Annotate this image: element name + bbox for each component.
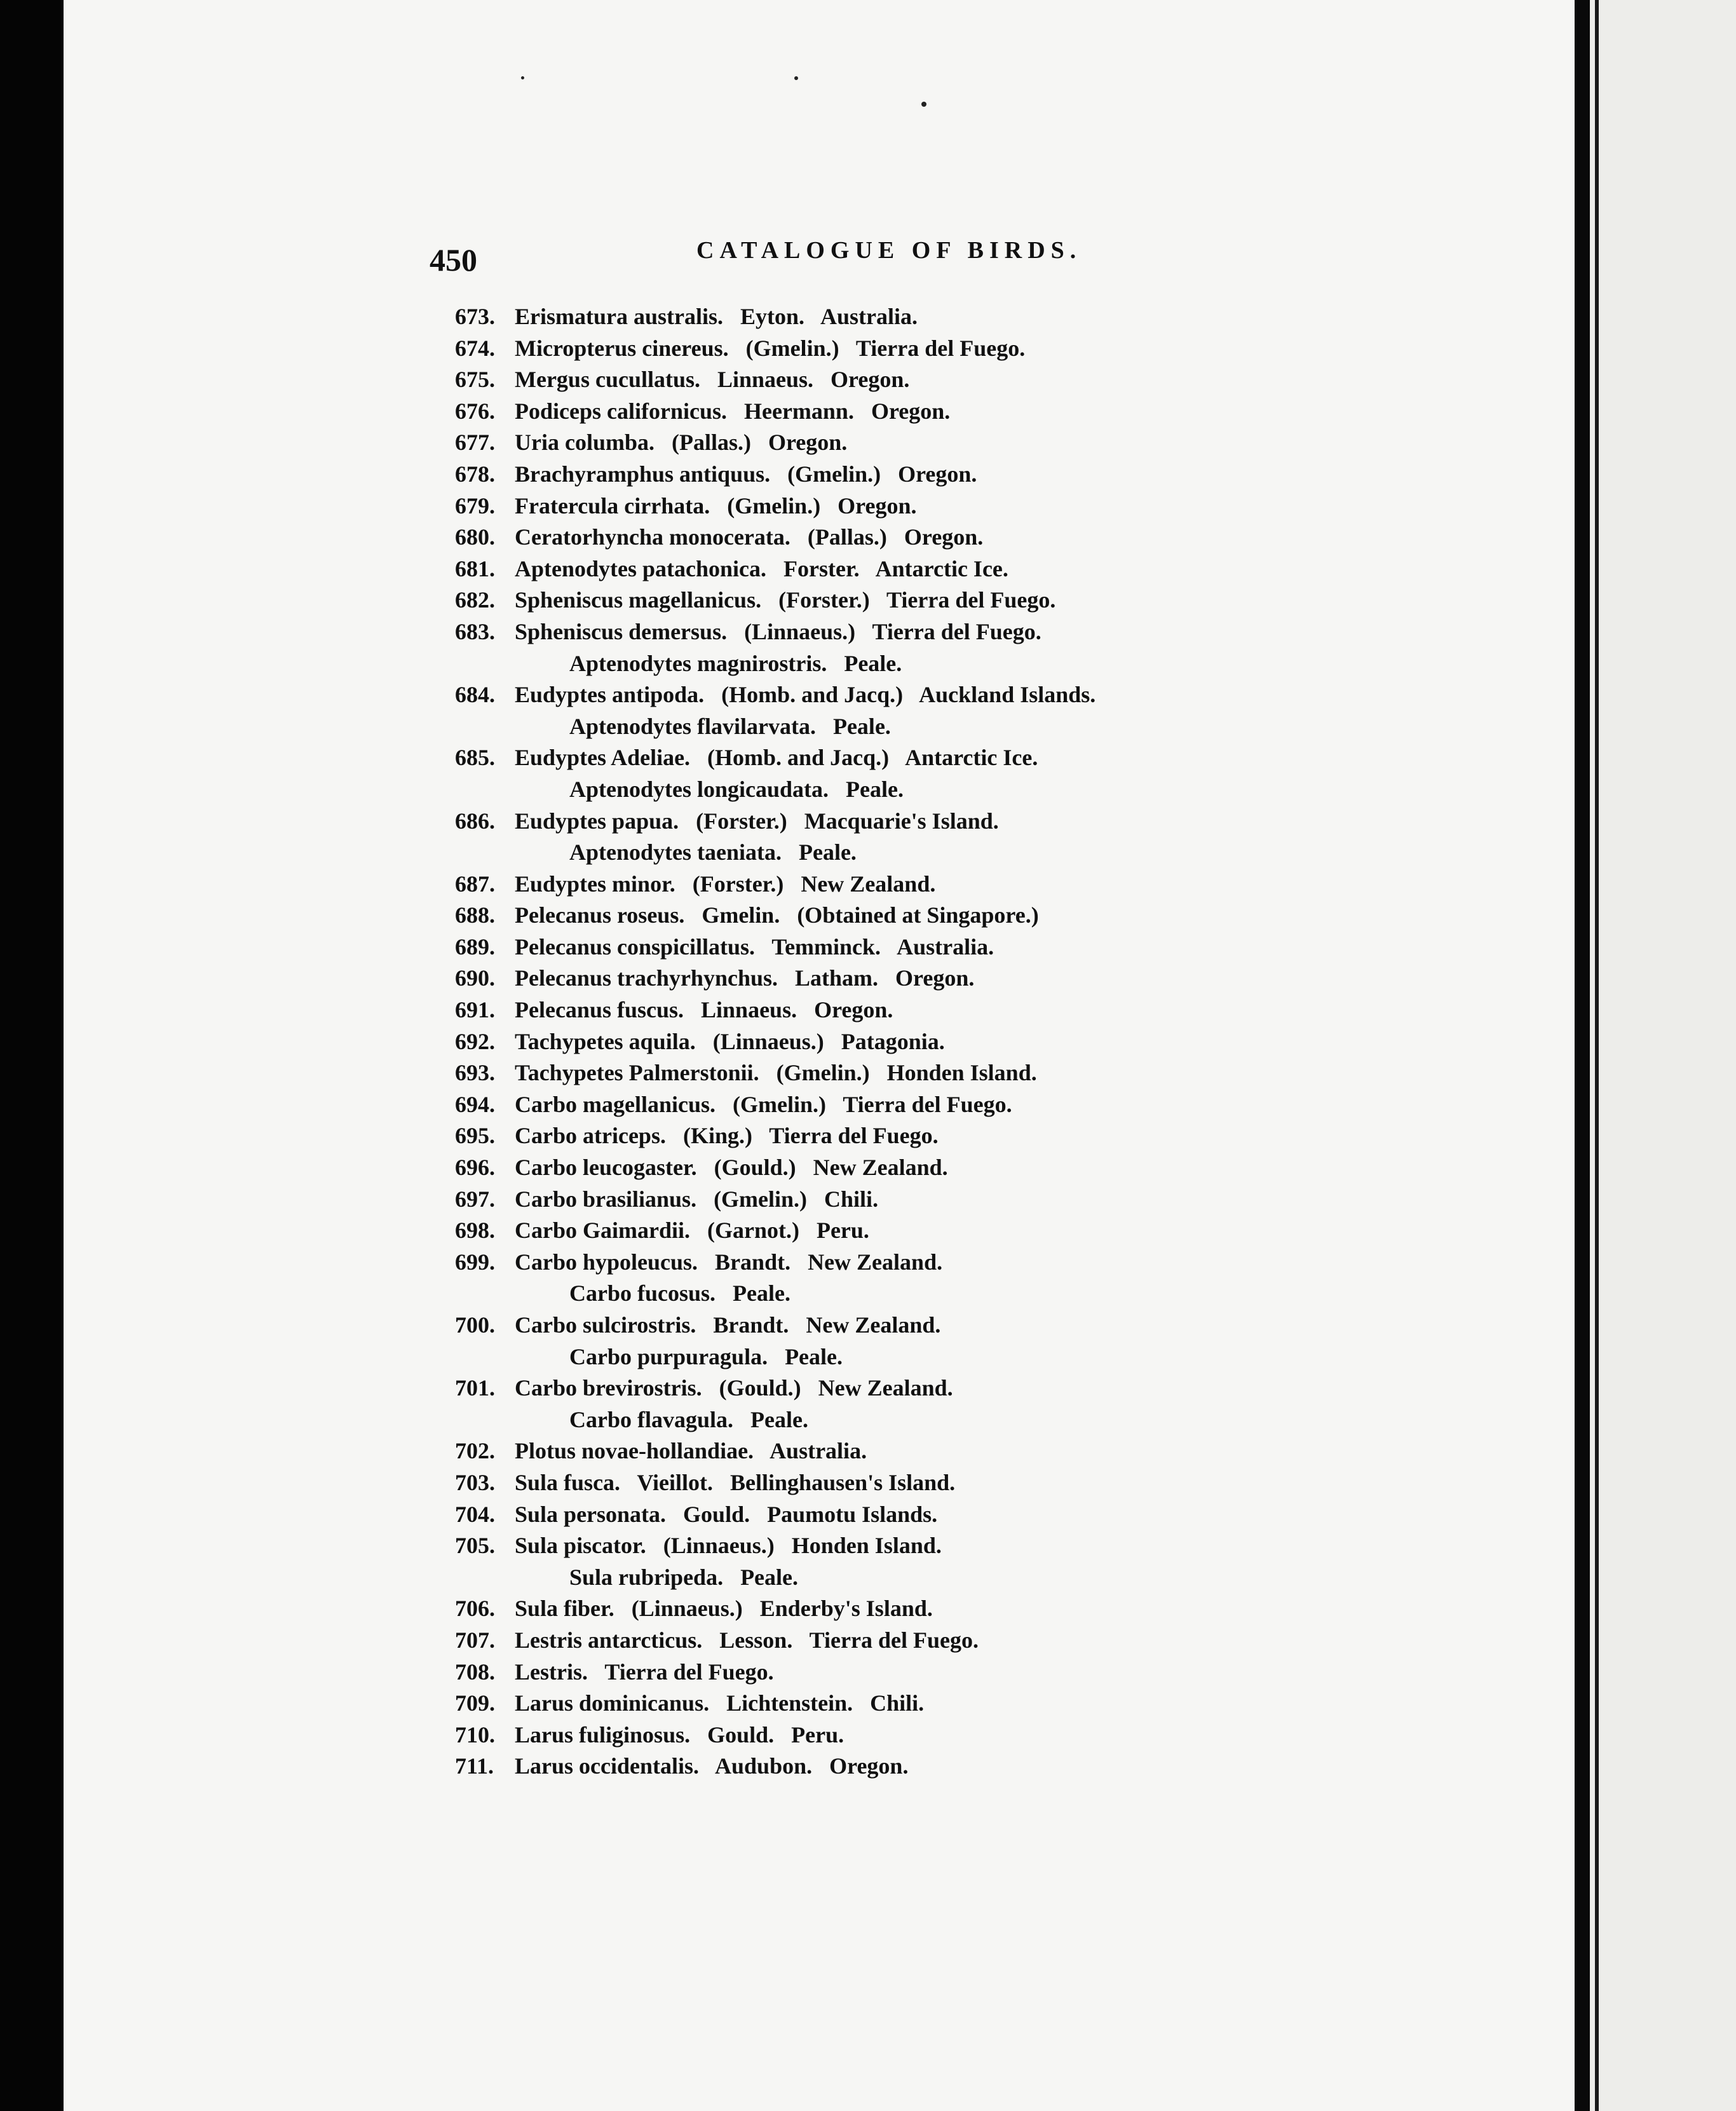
page-header [430, 236, 1116, 287]
catalogue-entry [455, 585, 1535, 616]
entry-number: 694. [455, 1091, 495, 1117]
synonym-text: Carbo fucosus. Peale. [569, 1280, 790, 1307]
page-number: 450 [430, 242, 477, 278]
catalogue-entry [455, 1657, 1535, 1688]
entry-text: Carbo brevirostris. (Gould.) New Zealand. [515, 1375, 953, 1401]
entry-text: Larus fuliginosus. Gould. Peru. [515, 1721, 844, 1748]
synonym-text: Aptenodytes longicaudata. Peale. [569, 776, 904, 802]
catalogue-entry [455, 1625, 1535, 1657]
catalogue-entries [455, 301, 1535, 1782]
page-edge [1575, 0, 1590, 2111]
synonym-line [455, 837, 1535, 869]
catalogue-entry [455, 1310, 1535, 1341]
entry-text: Carbo sulcirostris. Brandt. New Zealand. [515, 1312, 941, 1338]
entry-number: 693. [455, 1060, 495, 1086]
synonym-line [455, 1341, 1535, 1373]
synonym-line [455, 711, 1535, 743]
entry-text: Mergus cucullatus. Linnaeus. Oregon. [515, 367, 910, 393]
entry-text: Sula fusca. Vieillot. Bellinghausen's Island. [515, 1469, 956, 1495]
entry-number: 683. [455, 618, 495, 644]
catalogue-entry [455, 932, 1535, 963]
entry-number: 697. [455, 1186, 495, 1212]
ink-speck [921, 102, 926, 107]
entry-number: 684. [455, 682, 495, 708]
entry-number: 679. [455, 492, 495, 519]
entry-text: Carbo Gaimardii. (Garnot.) Peru. [515, 1218, 869, 1244]
entry-text: Sula fiber. (Linnaeus.) Enderby's Island. [515, 1596, 933, 1622]
entry-text: Erismatura australis. Eyton. Australia. [515, 304, 918, 329]
entry-text: Podiceps californicus. Heermann. Oregon. [515, 398, 951, 424]
entry-text: Eudyptes papua. (Forster.) Macquarie's Island. [515, 808, 999, 834]
entry-number: 676. [455, 398, 495, 424]
entry-text: Aptenodytes patachonica. Forster. Antarctic Ice. [515, 555, 1008, 581]
catalogue-entry [455, 1530, 1535, 1562]
catalogue-entry [455, 1688, 1535, 1720]
entry-text: Micropterus cinereus. (Gmelin.) Tierra del Fuego. [515, 335, 1026, 361]
entry-number: 709. [455, 1690, 495, 1716]
entry-number: 701. [455, 1375, 495, 1401]
catalogue-entry [455, 1467, 1535, 1499]
entry-text: Eudyptes minor. (Forster.) New Zealand. [515, 871, 936, 897]
entry-number: 706. [455, 1596, 495, 1622]
entry-text: Eudyptes antipoda. (Homb. and Jacq.) Auckland Islands. [515, 682, 1096, 708]
catalogue-entry [455, 1026, 1535, 1058]
entry-number: 702. [455, 1438, 495, 1464]
catalogue-entry [455, 900, 1535, 932]
entry-number: 688. [455, 902, 495, 928]
entry-text: Uria columba. (Pallas.) Oregon. [515, 430, 848, 456]
entry-text: Lestris. Tierra del Fuego. [515, 1659, 774, 1685]
catalogue-entry [455, 994, 1535, 1026]
entry-text: Eudyptes Adeliae. (Homb. and Jacq.) Antarctic Ice. [515, 745, 1038, 771]
entry-number: 682. [455, 587, 495, 613]
entry-number: 692. [455, 1028, 495, 1054]
ink-speck [521, 76, 524, 79]
synonym-line [455, 1278, 1535, 1310]
ink-speck [794, 76, 798, 80]
entry-text: Ceratorhyncha monocerata. (Pallas.) Oregon. [515, 524, 984, 550]
entry-text: Carbo hypoleucus. Brandt. New Zealand. [515, 1249, 943, 1275]
catalogue-entry [455, 1720, 1535, 1751]
entry-number: 704. [455, 1501, 495, 1527]
catalogue-entry [455, 806, 1535, 838]
synonym-line [455, 648, 1535, 680]
entry-text: Larus occidentalis. Audubon. Oregon. [515, 1753, 909, 1779]
catalogue-entry [455, 679, 1535, 711]
entry-number: 711. [455, 1753, 494, 1779]
entry-number: 699. [455, 1249, 495, 1275]
gutter-shadow [1595, 0, 1599, 2111]
entry-number: 681. [455, 555, 495, 581]
catalogue-entry [455, 1057, 1535, 1089]
synonym-text: Sula rubripeda. Peale. [569, 1564, 799, 1590]
catalogue-entry [455, 963, 1535, 994]
entry-number: 708. [455, 1659, 495, 1685]
synonym-text: Aptenodytes flavilarvata. Peale. [569, 713, 891, 739]
entry-text: Fratercula cirrhata. (Gmelin.) Oregon. [515, 492, 917, 519]
entry-number: 703. [455, 1469, 495, 1495]
catalogue-entry [455, 1247, 1535, 1279]
entry-number: 675. [455, 367, 495, 393]
entry-number: 710. [455, 1721, 495, 1748]
catalogue-entry [455, 396, 1535, 428]
entry-number: 673. [455, 304, 495, 329]
entry-text: Pelecanus roseus. Gmelin. (Obtained at Singapore.) [515, 902, 1039, 928]
entry-text: Tachypetes Palmerstonii. (Gmelin.) Honden Island. [515, 1060, 1037, 1086]
entry-number: 687. [455, 871, 495, 897]
entry-number: 690. [455, 965, 495, 991]
entry-text: Tachypetes aquila. (Linnaeus.) Patagonia. [515, 1028, 945, 1054]
entry-text: Larus dominicanus. Lichtenstein. Chili. [515, 1690, 925, 1716]
catalogue-entry [455, 742, 1535, 774]
entry-text: Pelecanus conspicillatus. Temminck. Australia. [515, 933, 994, 960]
entry-number: 698. [455, 1218, 495, 1244]
entry-text: Brachyramphus antiquus. (Gmelin.) Oregon. [515, 461, 977, 487]
entry-number: 696. [455, 1155, 495, 1181]
catalogue-entry [455, 616, 1535, 648]
catalogue-entry [455, 1089, 1535, 1121]
running-title: CATALOGUE OF BIRDS. [696, 237, 1082, 264]
entry-number: 695. [455, 1123, 495, 1149]
entry-text: Carbo magellanicus. (Gmelin.) Tierra del Fuego. [515, 1091, 1012, 1117]
entry-number: 689. [455, 933, 495, 960]
catalogue-entry [455, 1373, 1535, 1404]
synonym-text: Aptenodytes taeniata. Peale. [569, 839, 857, 865]
catalogue-entry [455, 1436, 1535, 1467]
entry-text: Sula piscator. (Linnaeus.) Honden Island. [515, 1533, 942, 1559]
catalogue-entry [455, 553, 1535, 585]
facing-page [1590, 0, 1736, 2111]
synonym-text: Carbo purpuragula. Peale. [569, 1343, 843, 1369]
entry-number: 680. [455, 524, 495, 550]
entry-text: Carbo leucogaster. (Gould.) New Zealand. [515, 1155, 948, 1181]
catalogue-entry [455, 364, 1535, 396]
synonym-line [455, 1404, 1535, 1436]
entry-number: 705. [455, 1533, 495, 1559]
catalogue-entry [455, 869, 1535, 900]
catalogue-entry [455, 1120, 1535, 1152]
entry-text: Spheniscus magellanicus. (Forster.) Tierra del Fuego. [515, 587, 1056, 613]
catalogue-entry [455, 427, 1535, 459]
synonym-text: Aptenodytes magnirostris. Peale. [569, 650, 902, 676]
entry-number: 686. [455, 808, 495, 834]
entry-text: Spheniscus demersus. (Linnaeus.) Tierra del Fuego. [515, 618, 1041, 644]
catalogue-entry [455, 1184, 1535, 1216]
synonym-line [455, 1562, 1535, 1594]
entry-text: Sula personata. Gould. Paumotu Islands. [515, 1501, 938, 1527]
entry-number: 674. [455, 335, 495, 361]
catalogue-entry [455, 491, 1535, 522]
entry-number: 677. [455, 430, 495, 456]
entry-text: Pelecanus trachyrhynchus. Latham. Oregon. [515, 965, 975, 991]
entry-text: Carbo atriceps. (King.) Tierra del Fuego. [515, 1123, 939, 1149]
entry-number: 691. [455, 997, 495, 1023]
catalogue-entry [455, 459, 1535, 491]
synonym-text: Carbo flavagula. Peale. [569, 1406, 808, 1432]
catalogue-entry [455, 522, 1535, 553]
entry-number: 678. [455, 461, 495, 487]
catalogue-entry [455, 1751, 1535, 1782]
catalogue-entry [455, 1499, 1535, 1531]
entry-text: Carbo brasilianus. (Gmelin.) Chili. [515, 1186, 879, 1212]
catalogue-entry [455, 1593, 1535, 1625]
entry-number: 707. [455, 1627, 495, 1653]
catalogue-entry [455, 1152, 1535, 1184]
synonym-line [455, 774, 1535, 806]
catalogue-entry [455, 333, 1535, 365]
entry-text: Plotus novae-hollandiae. Australia. [515, 1438, 867, 1464]
catalogue-entry [455, 301, 1535, 333]
entry-text: Lestris antarcticus. Lesson. Tierra del Fuego. [515, 1627, 979, 1653]
entry-text: Pelecanus fuscus. Linnaeus. Oregon. [515, 997, 893, 1023]
entry-number: 685. [455, 745, 495, 771]
entry-number: 700. [455, 1312, 495, 1338]
catalogue-entry [455, 1215, 1535, 1247]
